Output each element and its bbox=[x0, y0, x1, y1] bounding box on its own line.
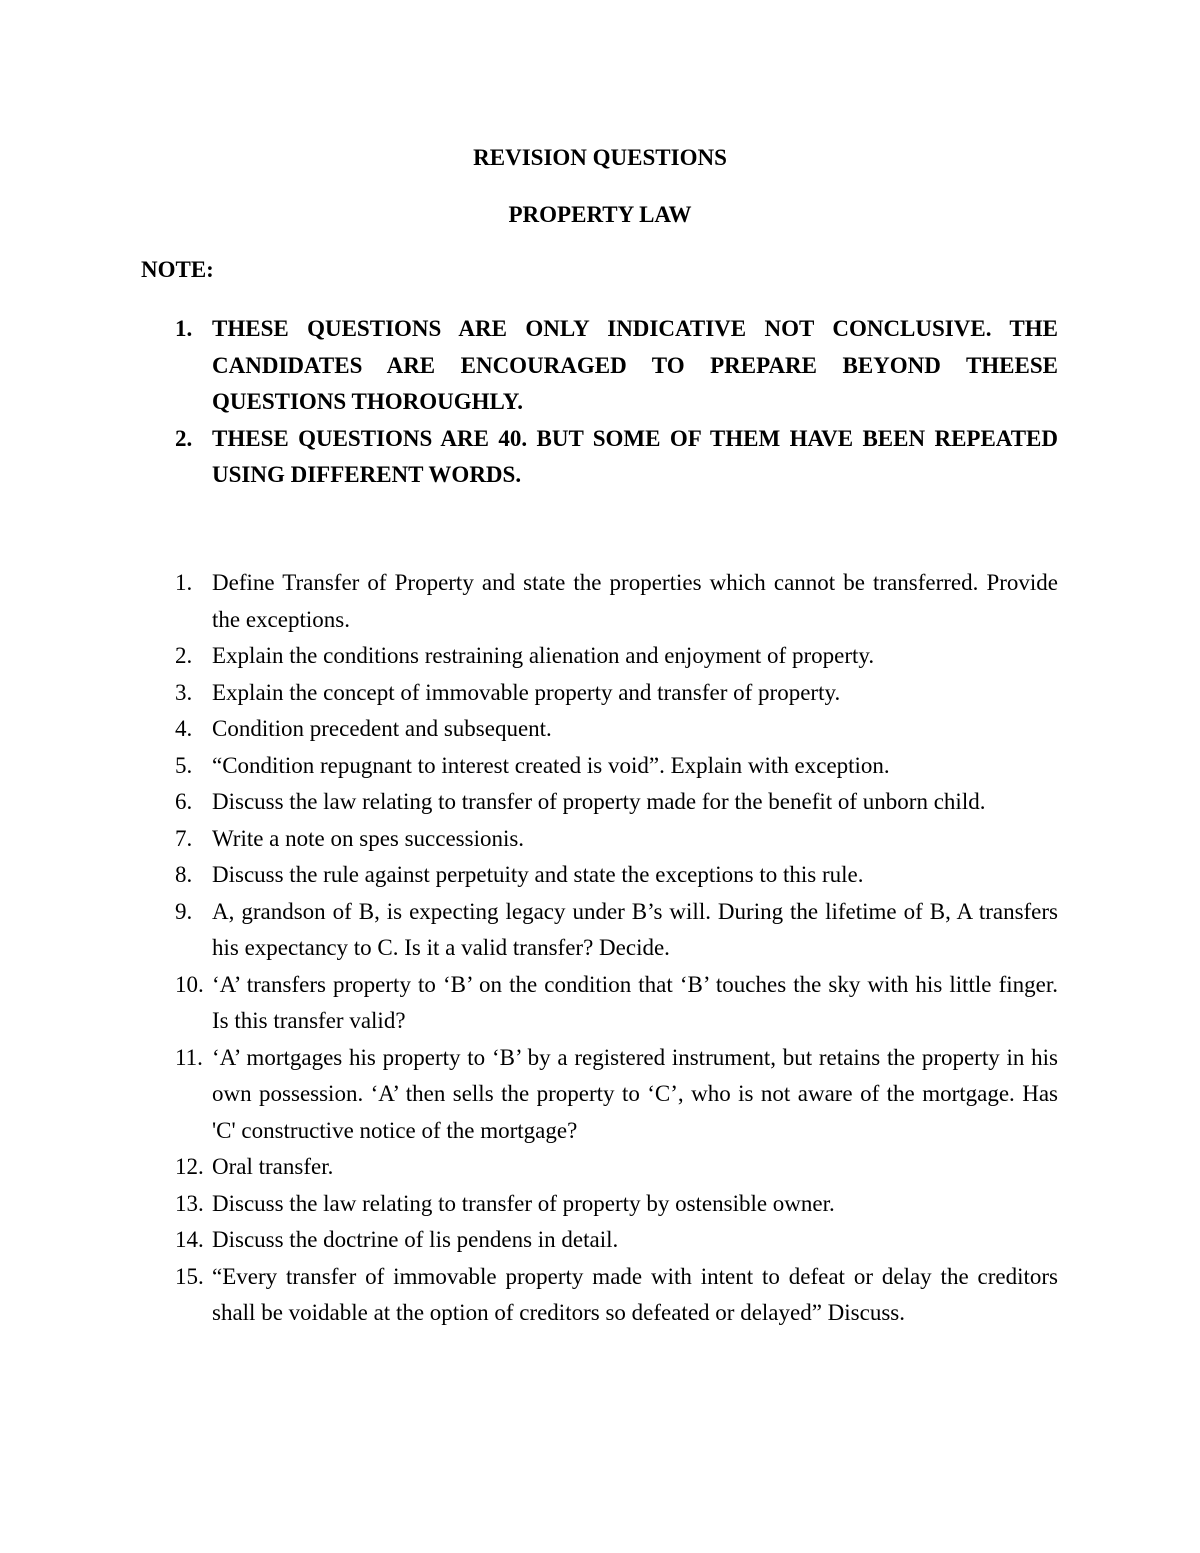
note-label: NOTE: bbox=[141, 257, 214, 282]
question-item bbox=[141, 1149, 1058, 1186]
question-item bbox=[141, 1259, 1058, 1332]
question-number: 5. bbox=[175, 752, 193, 778]
question-text: ‘A’ mortgages his property to ‘B’ by a registered instrument, but retains the property in his own possession. ‘A’ then sells the property to ‘C’, who is not aware of the mortgage. Has 'C' constructive notice of the mortgage? bbox=[212, 1044, 1058, 1143]
question-item bbox=[141, 1222, 1058, 1259]
question-list bbox=[141, 565, 1058, 1332]
note-text: THESE QUESTIONS ARE 40. BUT SOME OF THEM HAVE BEEN REPEATED USING DIFFERENT WORDS. bbox=[212, 425, 1058, 487]
question-item bbox=[141, 967, 1058, 1040]
question-text: Define Transfer of Property and state the properties which cannot be transferred. Provide the exceptions. bbox=[212, 570, 1058, 632]
document-subtitle: PROPERTY LAW bbox=[508, 202, 692, 227]
question-text: Explain the concept of immovable property and transfer of property. bbox=[212, 679, 841, 705]
question-number: 10. bbox=[175, 971, 204, 997]
question-text: “Condition repugnant to interest created is void”. Explain with exception. bbox=[212, 752, 890, 778]
question-number: 7. bbox=[175, 825, 193, 851]
note-list bbox=[141, 311, 1058, 494]
note-number: 1. bbox=[175, 316, 193, 341]
question-item bbox=[141, 784, 1058, 821]
note-number: 2. bbox=[175, 425, 193, 451]
question-item bbox=[141, 748, 1058, 785]
question-item bbox=[141, 565, 1058, 638]
question-number: 4. bbox=[175, 716, 193, 741]
question-text: Explain the conditions restraining alienation and enjoyment of property. bbox=[212, 643, 875, 668]
question-number: 9. bbox=[175, 898, 193, 924]
question-item bbox=[141, 1186, 1058, 1223]
question-number: 14. bbox=[175, 1227, 204, 1252]
question-number: 8. bbox=[175, 862, 193, 887]
question-number: 12. bbox=[175, 1154, 204, 1179]
question-item bbox=[141, 1040, 1058, 1150]
question-text: Discuss the doctrine of lis pendens in detail. bbox=[212, 1227, 619, 1252]
question-item bbox=[141, 638, 1058, 675]
question-text: A, grandson of B, is expecting legacy under B’s will. During the lifetime of B, A transfers his expectancy to C. Is it a valid transfer? Decide. bbox=[212, 898, 1058, 960]
question-number: 13. bbox=[175, 1190, 204, 1216]
note-item bbox=[141, 421, 1058, 494]
question-text: Condition precedent and subsequent. bbox=[212, 716, 552, 741]
question-text: Discuss the law relating to transfer of property by ostensible owner. bbox=[212, 1190, 835, 1216]
question-text: “Every transfer of immovable property made with intent to defeat or delay the creditors shall be voidable at the option of creditors so defeated or delayed” Discuss. bbox=[212, 1263, 1058, 1325]
question-text: ‘A’ transfers property to ‘B’ on the condition that ‘B’ touches the sky with his little finger. Is this transfer valid? bbox=[212, 971, 1058, 1033]
question-item bbox=[141, 894, 1058, 967]
question-text: Discuss the law relating to transfer of property made for the benefit of unborn child. bbox=[212, 789, 986, 814]
question-item bbox=[141, 857, 1058, 894]
question-number: 2. bbox=[175, 643, 193, 668]
question-item bbox=[141, 821, 1058, 858]
question-text: Oral transfer. bbox=[212, 1154, 334, 1179]
question-item bbox=[141, 675, 1058, 712]
question-number: 15. bbox=[175, 1263, 204, 1289]
question-number: 3. bbox=[175, 679, 193, 705]
note-item bbox=[141, 311, 1058, 421]
question-number: 6. bbox=[175, 789, 193, 814]
question-item bbox=[141, 711, 1058, 748]
note-text: THESE QUESTIONS ARE ONLY INDICATIVE NOT CONCLUSIVE. THE CANDIDATES ARE ENCOURAGED TO PREPARE BEYOND THEESE QUESTIONS THOROUGHLY. bbox=[212, 316, 1058, 414]
question-number: 1. bbox=[175, 570, 193, 595]
question-number: 11. bbox=[175, 1044, 203, 1070]
question-text: Discuss the rule against perpetuity and state the exceptions to this rule. bbox=[212, 862, 864, 887]
question-text: Write a note on spes successionis. bbox=[212, 825, 525, 851]
document-title: REVISION QUESTIONS bbox=[473, 145, 727, 170]
